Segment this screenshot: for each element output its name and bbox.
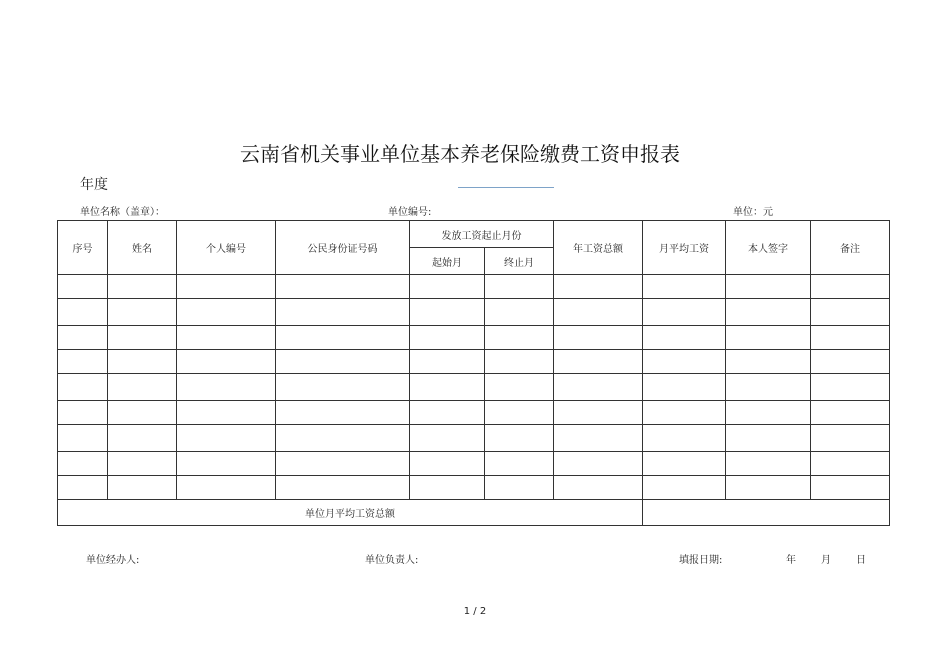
table-cell[interactable] xyxy=(58,374,108,401)
table-cell[interactable] xyxy=(485,401,554,425)
table-cell[interactable] xyxy=(554,299,643,326)
table-cell[interactable] xyxy=(410,476,485,500)
table-cell[interactable] xyxy=(643,425,726,452)
header-remarks: 备注 xyxy=(811,221,890,275)
table-cell[interactable] xyxy=(410,299,485,326)
table-row xyxy=(58,476,890,500)
header-id-no: 公民身份证号码 xyxy=(276,221,410,275)
table-row xyxy=(58,374,890,401)
header-start-month: 起始月 xyxy=(410,248,485,275)
table-cell[interactable] xyxy=(276,275,410,299)
table-cell[interactable] xyxy=(177,425,276,452)
header-row-1 xyxy=(58,221,890,248)
table-row xyxy=(58,326,890,350)
table-cell[interactable] xyxy=(58,476,108,500)
table-cell[interactable] xyxy=(811,299,890,326)
table-cell[interactable] xyxy=(276,452,410,476)
table-cell[interactable] xyxy=(276,374,410,401)
year-label: 年度 xyxy=(80,177,108,193)
header-name: 姓名 xyxy=(108,221,177,275)
table-cell[interactable] xyxy=(108,299,177,326)
table-cell[interactable] xyxy=(410,425,485,452)
table-cell[interactable] xyxy=(643,401,726,425)
table-cell[interactable] xyxy=(554,275,643,299)
table-cell[interactable] xyxy=(811,326,890,350)
table-cell[interactable] xyxy=(108,374,177,401)
header-monthly-avg: 月平均工资 xyxy=(643,221,726,275)
table-cell[interactable] xyxy=(811,476,890,500)
table-cell[interactable] xyxy=(643,275,726,299)
table-cell[interactable] xyxy=(726,425,811,452)
table-cell[interactable] xyxy=(485,275,554,299)
table-cell[interactable] xyxy=(276,350,410,374)
table-row xyxy=(58,452,890,476)
table-cell[interactable] xyxy=(410,401,485,425)
table-cell[interactable] xyxy=(58,326,108,350)
table-cell[interactable] xyxy=(726,401,811,425)
table-cell[interactable] xyxy=(643,452,726,476)
table-cell[interactable] xyxy=(108,401,177,425)
footer-label: 单位月平均工资总额 xyxy=(58,500,643,526)
table-cell[interactable] xyxy=(485,374,554,401)
footer-value-cell[interactable] xyxy=(643,500,890,526)
date-day: 日 xyxy=(856,555,866,566)
table-cell[interactable] xyxy=(108,350,177,374)
table-row xyxy=(58,275,890,299)
table-cell[interactable] xyxy=(276,425,410,452)
declaration-table xyxy=(57,220,890,526)
date-year: 年 xyxy=(786,555,796,566)
header-seq: 序号 xyxy=(58,221,108,275)
table-cell[interactable] xyxy=(485,452,554,476)
table-cell[interactable] xyxy=(726,476,811,500)
table-cell[interactable] xyxy=(58,452,108,476)
table-cell[interactable] xyxy=(276,299,410,326)
table-cell[interactable] xyxy=(811,374,890,401)
table-cell[interactable] xyxy=(58,350,108,374)
table-cell[interactable] xyxy=(485,476,554,500)
table-cell[interactable] xyxy=(108,275,177,299)
leader-label: 单位负责人: xyxy=(365,555,419,566)
header-annual-total: 年工资总额 xyxy=(554,221,643,275)
form-title: 云南省机关事业单位基本养老保险缴费工资申报表 xyxy=(240,142,680,166)
table-cell[interactable] xyxy=(554,425,643,452)
table-cell[interactable] xyxy=(177,326,276,350)
table-cell[interactable] xyxy=(108,425,177,452)
date-label: 填报日期: xyxy=(679,555,723,566)
table-cell[interactable] xyxy=(108,326,177,350)
header-signature: 本人签字 xyxy=(726,221,811,275)
table-cell[interactable] xyxy=(177,452,276,476)
table-cell[interactable] xyxy=(58,401,108,425)
table-cell[interactable] xyxy=(554,401,643,425)
unit-code-label: 单位编号: xyxy=(388,207,432,218)
header-personal-no: 个人编号 xyxy=(177,221,276,275)
table-row xyxy=(58,425,890,452)
table-cell[interactable] xyxy=(811,425,890,452)
handler-label: 单位经办人: xyxy=(86,555,140,566)
table-cell[interactable] xyxy=(276,476,410,500)
table-cell[interactable] xyxy=(554,350,643,374)
table-cell[interactable] xyxy=(726,326,811,350)
unit-currency-label: 单位：元 xyxy=(733,207,773,218)
table-cell[interactable] xyxy=(485,326,554,350)
header-pay-period: 发放工资起止月份 xyxy=(410,221,554,248)
table-cell[interactable] xyxy=(811,401,890,425)
table-cell[interactable] xyxy=(177,299,276,326)
table-cell[interactable] xyxy=(811,275,890,299)
year-underline xyxy=(458,187,554,188)
table-cell[interactable] xyxy=(177,350,276,374)
table-cell[interactable] xyxy=(811,452,890,476)
table-cell[interactable] xyxy=(726,275,811,299)
table-row xyxy=(58,401,890,425)
table-cell[interactable] xyxy=(276,326,410,350)
table-cell[interactable] xyxy=(726,452,811,476)
table-cell[interactable] xyxy=(485,350,554,374)
table-cell[interactable] xyxy=(554,374,643,401)
table-cell[interactable] xyxy=(410,326,485,350)
date-month: 月 xyxy=(821,555,831,566)
table-cell[interactable] xyxy=(726,350,811,374)
page-number: 1 / 2 xyxy=(463,606,487,617)
table-cell[interactable] xyxy=(554,326,643,350)
table-row xyxy=(58,299,890,326)
table-cell[interactable] xyxy=(643,476,726,500)
table-cell[interactable] xyxy=(108,476,177,500)
table-cell[interactable] xyxy=(410,374,485,401)
unit-name-label: 单位名称（盖章）： xyxy=(80,207,165,218)
table-cell[interactable] xyxy=(177,275,276,299)
table-cell[interactable] xyxy=(643,326,726,350)
table-row xyxy=(58,350,890,374)
table-cell[interactable] xyxy=(726,374,811,401)
table-cell[interactable] xyxy=(58,299,108,326)
table-cell[interactable] xyxy=(811,350,890,374)
table-cell[interactable] xyxy=(58,275,108,299)
table-cell[interactable] xyxy=(410,275,485,299)
table-cell[interactable] xyxy=(554,476,643,500)
table-cell[interactable] xyxy=(276,401,410,425)
table-cell[interactable] xyxy=(485,425,554,452)
table-cell[interactable] xyxy=(177,476,276,500)
table-cell[interactable] xyxy=(410,452,485,476)
table-cell[interactable] xyxy=(108,452,177,476)
table-cell[interactable] xyxy=(177,401,276,425)
table-cell[interactable] xyxy=(643,374,726,401)
table-cell[interactable] xyxy=(643,350,726,374)
header-end-month: 终止月 xyxy=(485,248,554,275)
table-cell[interactable] xyxy=(177,374,276,401)
table-cell[interactable] xyxy=(410,350,485,374)
table-cell[interactable] xyxy=(485,299,554,326)
table-cell[interactable] xyxy=(726,299,811,326)
table-cell[interactable] xyxy=(643,299,726,326)
table-cell[interactable] xyxy=(58,425,108,452)
footer-row xyxy=(58,500,890,526)
table-cell[interactable] xyxy=(554,452,643,476)
